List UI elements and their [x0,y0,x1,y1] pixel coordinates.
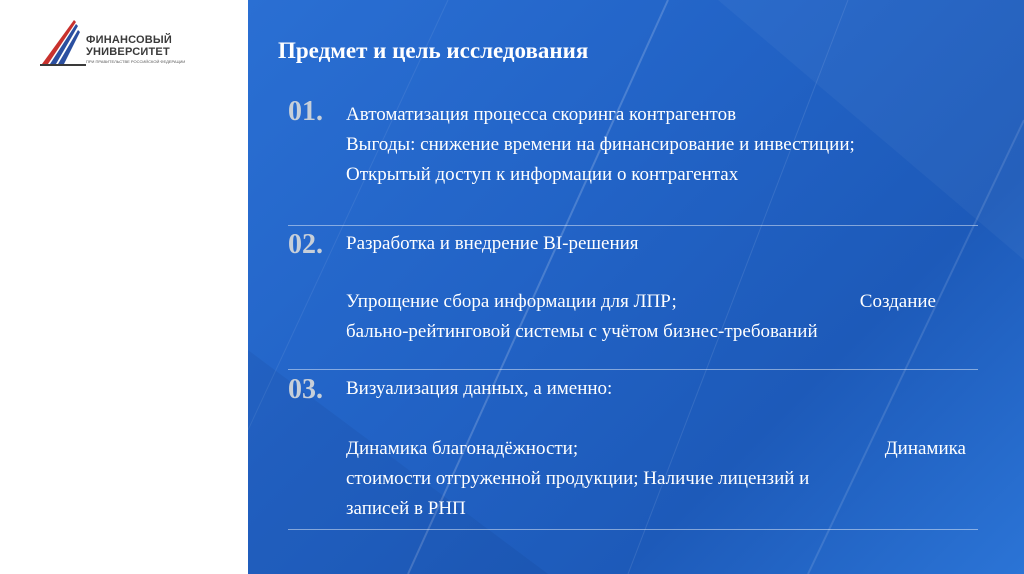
page-title: Предмет и цель исследования [278,38,589,63]
section-01-line: Автоматизация процесса скоринга контрагентов [346,104,737,125]
logo-text-line3: ПРИ ПРАВИТЕЛЬСТВЕ РОССИЙСКОЙ ФЕДЕРАЦИИ [86,59,186,64]
section-03-heading: Визуализация данных, а именно: [346,378,613,399]
section-number-01: 01. [288,96,323,127]
section-03-body-line3: записей в РНП [346,498,466,519]
section-03-body-left: Динамика благонадёжности; [346,438,579,459]
section-03-body-line2: стоимости отгруженной продукции; Наличие лицензий и [346,468,810,489]
section-number-02: 02. [288,229,323,260]
slide-content [248,0,1024,574]
section-03-text [346,374,966,524]
section-01-line: Открытый доступ к информации о контрагентах [346,164,739,185]
logo-text-line1: ФИНАНСОВЫЙ [86,34,172,46]
section-01-line: Выгоды: снижение времени на финансирование и инвестиции; [346,134,855,155]
section-02-body-left: Упрощение сбора информации для ЛПР; [346,291,677,312]
section-divider [288,369,978,370]
section-03-body-row [346,434,966,464]
section-03-body-right: Динамика [884,438,966,459]
section-02-body-line2: бально-рейтинговой системы с учётом бизнес-требований [346,321,818,342]
section-number-03: 03. [288,374,323,405]
section-divider [288,529,978,530]
sidebar [0,0,248,574]
section-02-body-right: Создание [859,291,936,312]
section-divider [288,225,978,226]
section-02-body-row [346,287,966,317]
section-02-heading: Разработка и внедрение BI-решения [346,233,639,254]
university-logo [40,18,190,68]
logo-text-line2: УНИВЕРСИТЕТ [86,46,170,58]
logo-emblem-icon [40,18,86,68]
section-01-text [346,100,966,190]
section-02-text [346,229,966,347]
